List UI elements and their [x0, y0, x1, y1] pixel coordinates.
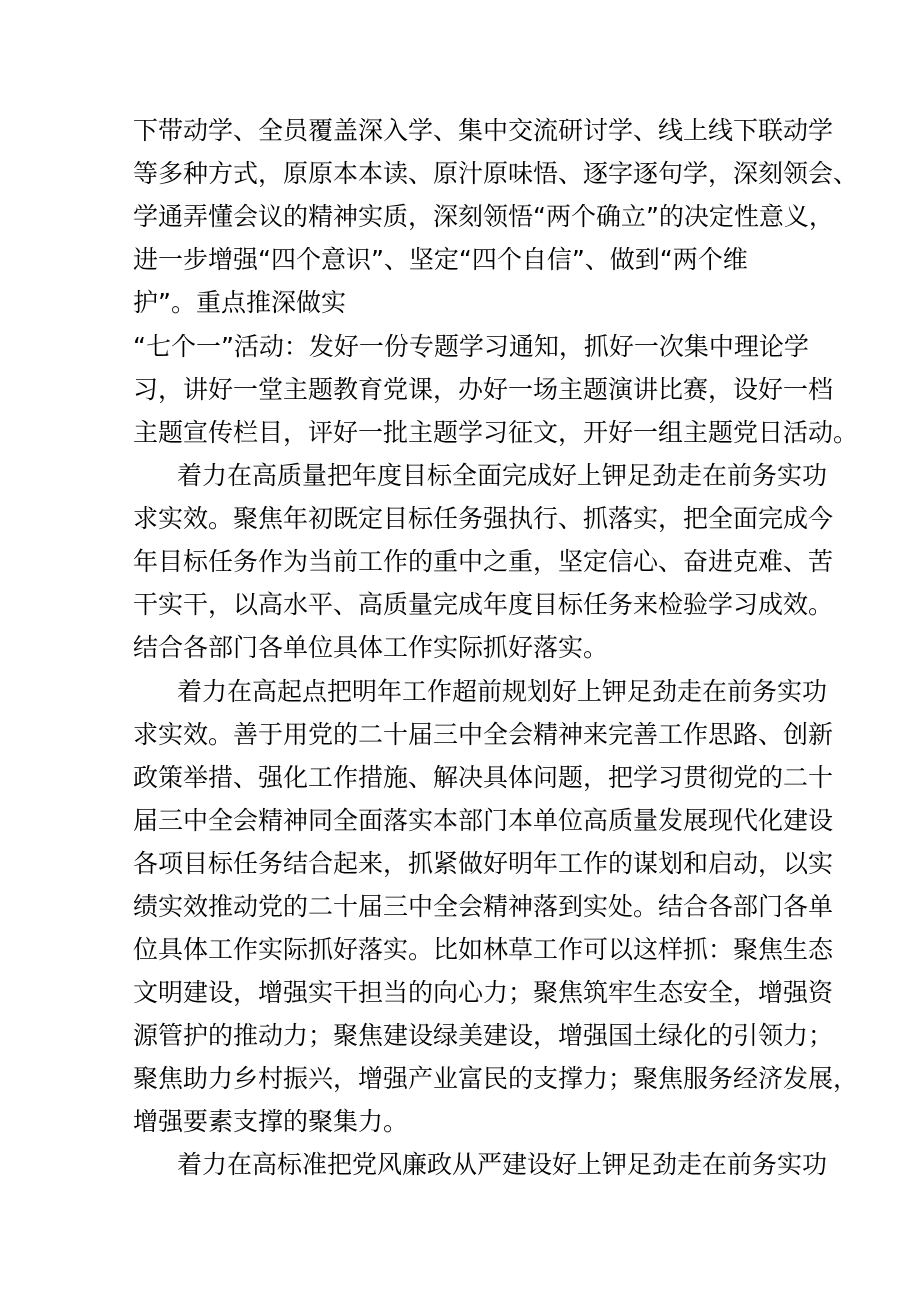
text-line: 求实效。聚焦年初既定目标任务强执行、抓落实，把全面完成今: [133, 504, 834, 533]
text-line: 源管护的推动力；聚焦建设绿美建设，增强国土绿化的引领力；: [133, 1021, 834, 1050]
text-line: 增强要素支撑的聚集力。: [133, 1107, 409, 1136]
text-line: 各项目标任务结合起来，抓紧做好明年工作的谋划和启动，以实: [133, 849, 834, 878]
text-line: 聚焦助力乡村振兴，增强产业富民的支撑力；聚焦服务经济发展，: [133, 1064, 859, 1093]
text-line: 主题宣传栏目，评好一批主题学习征文，开好一组主题党日活动。: [133, 418, 859, 447]
text-line: 届三中全会精神同全面落实本部门本单位高质量发展现代化建设: [133, 806, 834, 835]
text-line: 等多种方式，原原本本读、原汁原味悟、逐字逐句学，深刻领会、: [133, 159, 859, 188]
text-line: 学通弄懂会议的精神实质，深刻领悟“两个确立”的决定性意义，: [133, 202, 834, 231]
text-line: 下带动学、全员覆盖深入学、集中交流研讨学、线上线下联动学: [133, 116, 834, 145]
text-line: 位具体工作实际抓好落实。比如林草工作可以这样抓：聚焦生态: [133, 935, 834, 964]
text-line: 绩实效推动党的二十届三中全会精神落到实处。结合各部门各单: [133, 892, 834, 921]
text-line: 护”。重点推深做实: [133, 288, 346, 317]
text-line: “七个一”活动：发好一份专题学习通知，抓好一次集中理论学: [133, 332, 809, 361]
text-line: 进一步增强“四个意识”、坚定“四个自信”、做到“两个维: [133, 245, 748, 274]
text-line: 文明建设，增强实干担当的向心力；聚焦筑牢生态安全，增强资: [133, 978, 834, 1007]
text-line: 结合各部门各单位具体工作实际抓好落实。: [133, 633, 609, 662]
text-line: 政策举措、强化工作措施、解决具体问题，把学习贯彻党的二十: [133, 763, 834, 792]
paragraph-first-line: 着力在高质量把年度目标全面完成好上钾足劲走在前务实功: [177, 461, 828, 490]
text-line: 年目标任务作为当前工作的重中之重，坚定信心、奋进克难、苦: [133, 547, 834, 576]
text-line: 求实效。善于用党的二十届三中全会精神来完善工作思路、创新: [133, 720, 834, 749]
paragraph-first-line: 着力在高标准把党风廉政从严建设好上钾足劲走在前务实功: [177, 1150, 828, 1179]
paragraph-first-line: 着力在高起点把明年工作超前规划好上钾足劲走在前务实功: [177, 677, 828, 706]
text-line: 干实干，以高水平、高质量完成年度目标任务来检验学习成效。: [133, 590, 834, 619]
text-line: 习，讲好一堂主题教育党课，办好一场主题演讲比赛，设好一档: [133, 375, 834, 404]
